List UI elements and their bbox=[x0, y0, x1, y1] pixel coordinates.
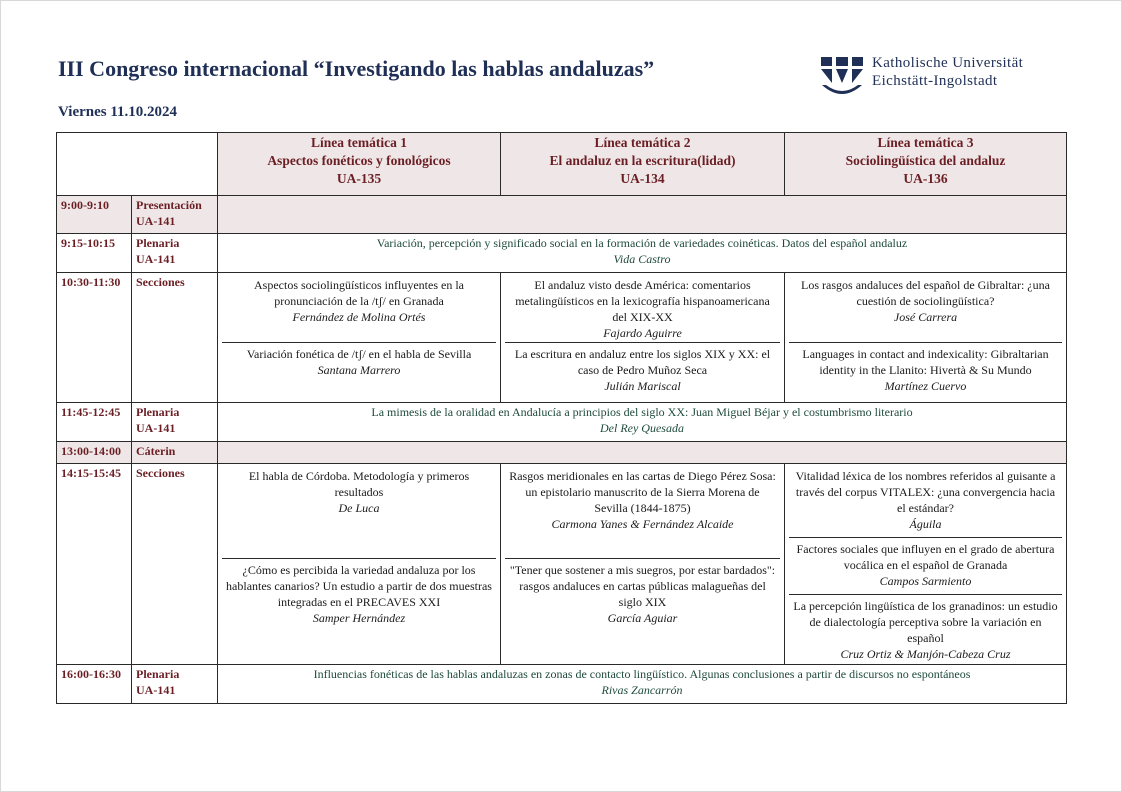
column-room: UA-136 bbox=[903, 171, 948, 186]
column-topic: Sociolingüística del andaluz bbox=[845, 153, 1006, 168]
talk-author: García Aguiar bbox=[607, 611, 678, 625]
talk-title: Aspectos sociolingüísticos influyentes en la pronunciación de la /tʃ/ en Granada bbox=[254, 278, 464, 308]
talk bbox=[222, 342, 496, 379]
schedule-table bbox=[56, 132, 1067, 704]
column-line: Línea temática 2 bbox=[594, 135, 691, 150]
row-plenaria-3 bbox=[57, 665, 1067, 704]
talk bbox=[505, 558, 780, 627]
talk bbox=[222, 465, 496, 558]
section-cell-line-1 bbox=[218, 464, 501, 665]
talk-title: El andaluz visto desde América: comentarios metalingüísticos en la lexicografía hispanoamericana del XIX-XX bbox=[515, 278, 770, 324]
column-room: UA-134 bbox=[620, 171, 665, 186]
talk-title: Languages in contact and indexicality: Gibraltarian identity in the Llanito: Hivertà & Su Mundo bbox=[802, 347, 1049, 377]
talk-title: ¿Cómo es percibida la variedad andaluza por los hablantes canarios? Un estudio a partir de dos muestras integradas en el PRECAVES XXI bbox=[226, 563, 492, 609]
time-cell: 10:30-11:30 bbox=[57, 273, 132, 403]
row-plenaria-2 bbox=[57, 403, 1067, 442]
session-kind: Plenaria bbox=[136, 667, 180, 681]
row-presentacion bbox=[57, 196, 1067, 234]
talk-author: Campos Sarmiento bbox=[879, 574, 972, 588]
talk bbox=[789, 537, 1062, 594]
time-cell: 14:15-15:45 bbox=[57, 464, 132, 665]
session-kind: Plenaria bbox=[136, 236, 180, 250]
talk-author: José Carrera bbox=[893, 310, 958, 324]
logo-text bbox=[872, 54, 1023, 90]
time-cell: 9:15-10:15 bbox=[57, 234, 132, 273]
talk-author: Vida Castro bbox=[613, 252, 671, 266]
talk bbox=[505, 342, 780, 395]
time-cell: 13:00-14:00 bbox=[57, 442, 132, 464]
talk bbox=[789, 342, 1062, 395]
section-cell-line-1 bbox=[218, 273, 501, 403]
section-cell-line-2 bbox=[501, 464, 785, 665]
talk-title: El habla de Córdoba. Metodología y primeros resultados bbox=[248, 469, 470, 499]
session-kind-cell: Secciones bbox=[132, 273, 218, 403]
caterin-content bbox=[218, 442, 1067, 464]
talk-title: La escritura en andaluz entre los siglos XIX y XX: el caso de Pedro Muñoz Seca bbox=[514, 347, 771, 377]
talk-author: Rivas Zancarrón bbox=[601, 683, 683, 697]
plenary-talk bbox=[218, 403, 1067, 442]
talk-author: Carmona Yanes & Fernández Alcaide bbox=[551, 517, 734, 531]
session-room: UA-141 bbox=[136, 683, 176, 697]
plenary-talk bbox=[218, 234, 1067, 273]
session-kind: Presentación bbox=[136, 198, 202, 212]
column-topic: El andaluz en la escritura(lidad) bbox=[549, 153, 736, 168]
university-logo bbox=[820, 54, 1070, 100]
talk bbox=[222, 274, 496, 342]
talk-author: Samper Hernández bbox=[312, 611, 406, 625]
section-cell-line-3 bbox=[785, 464, 1067, 665]
talk-author: Santana Marrero bbox=[317, 363, 401, 377]
session-room: UA-141 bbox=[136, 252, 176, 266]
talk-title: Influencias fonéticas de las hablas andaluzas en zonas de contacto lingüístico. Algunas conclusiones a partir de discursos no espontáneos bbox=[313, 667, 971, 681]
talk-title: Variación fonética de /tʃ/ en el habla de Sevilla bbox=[246, 347, 472, 361]
session-room: UA-141 bbox=[136, 214, 176, 228]
university-emblem-icon bbox=[820, 55, 864, 99]
time-cell: 16:00-16:30 bbox=[57, 665, 132, 704]
talk bbox=[789, 594, 1062, 663]
talk-author: Fernández de Molina Ortés bbox=[292, 310, 426, 324]
talk-author: Martínez Cuervo bbox=[884, 379, 967, 393]
session-kind-cell bbox=[132, 403, 218, 442]
talk-author: Julián Mariscal bbox=[604, 379, 681, 393]
session-kind-cell: Secciones bbox=[132, 464, 218, 665]
row-secciones-1 bbox=[57, 273, 1067, 403]
session-kind-cell bbox=[132, 234, 218, 273]
logo-line-2: Eichstätt-Ingolstadt bbox=[872, 73, 998, 89]
talk-author: Cruz Ortiz & Manjón-Cabeza Cruz bbox=[840, 647, 1011, 661]
row-secciones-2 bbox=[57, 464, 1067, 665]
plenary-talk bbox=[218, 665, 1067, 704]
time-cell: 9:00-9:10 bbox=[57, 196, 132, 234]
column-room: UA-135 bbox=[336, 171, 382, 186]
column-header-3 bbox=[785, 133, 1067, 196]
session-kind-cell: Cáterin bbox=[132, 442, 218, 464]
column-line: Línea temática 1 bbox=[311, 135, 407, 150]
talk bbox=[222, 558, 496, 627]
talk-title: La mimesis de la oralidad en Andalucía a principios del siglo XX: Juan Miguel Béjar y el costumbrismo literario bbox=[371, 405, 913, 419]
row-caterin bbox=[57, 442, 1067, 464]
page-title: III Congreso internacional “Investigando las hablas andaluzas” bbox=[58, 56, 655, 81]
row-plenaria-1 bbox=[57, 234, 1067, 273]
session-kind-cell bbox=[132, 665, 218, 704]
talk-author: Fajardo Aguirre bbox=[603, 326, 682, 340]
column-header-2 bbox=[501, 133, 785, 196]
schedule-date: Viernes 11.10.2024 bbox=[58, 104, 178, 120]
session-room: UA-141 bbox=[136, 421, 176, 435]
logo-line-1: Katholische Universität bbox=[872, 55, 1024, 71]
talk-title: Los rasgos andaluces del español de Gibraltar: ¿una cuestión de sociolingüística? bbox=[801, 278, 1050, 308]
column-line: Línea temática 3 bbox=[877, 135, 974, 150]
presentacion-content bbox=[218, 196, 1067, 234]
session-kind-cell bbox=[132, 196, 218, 234]
talk bbox=[789, 465, 1062, 537]
talk-title: Vitalidad léxica de los nombres referidos al guisante a través del corpus VITALEX: ¿una convergencia hacia el estándar? bbox=[795, 469, 1056, 515]
talk-title: Variación, percepción y significado social en la formación de variedades coinéticas. Datos del español andaluz bbox=[376, 236, 908, 250]
section-cell-line-2 bbox=[501, 273, 785, 403]
section-cell-line-3 bbox=[785, 273, 1067, 403]
header-corner bbox=[57, 133, 218, 196]
talk bbox=[505, 465, 780, 558]
talk bbox=[789, 274, 1062, 342]
time-cell: 11:45-12:45 bbox=[57, 403, 132, 442]
header-row bbox=[57, 133, 1067, 196]
talk bbox=[505, 274, 780, 342]
talk-title: Factores sociales que influyen en el grado de abertura vocálica en el español de Granada bbox=[796, 542, 1055, 572]
talk-title: Rasgos meridionales en las cartas de Diego Pérez Sosa: un epistolario manuscrito de la Sierra Morena de Sevilla (1844-1875) bbox=[509, 469, 776, 515]
talk-title: La percepción lingüística de los granadinos: un estudio de dialectología perceptiva sobre la variación en español bbox=[793, 599, 1058, 645]
column-header-1 bbox=[218, 133, 501, 196]
talk-author: Águila bbox=[909, 517, 942, 531]
talk-author: Del Rey Quesada bbox=[600, 421, 684, 435]
talk-title: "Tener que sostener a mis suegros, por estar bardados": rasgos andaluces en cartas públicas malagueñas del siglo XIX bbox=[509, 563, 776, 609]
session-kind: Plenaria bbox=[136, 405, 180, 419]
talk-author: De Luca bbox=[338, 501, 380, 515]
column-topic: Aspectos fonéticos y fonológicos bbox=[267, 153, 451, 168]
